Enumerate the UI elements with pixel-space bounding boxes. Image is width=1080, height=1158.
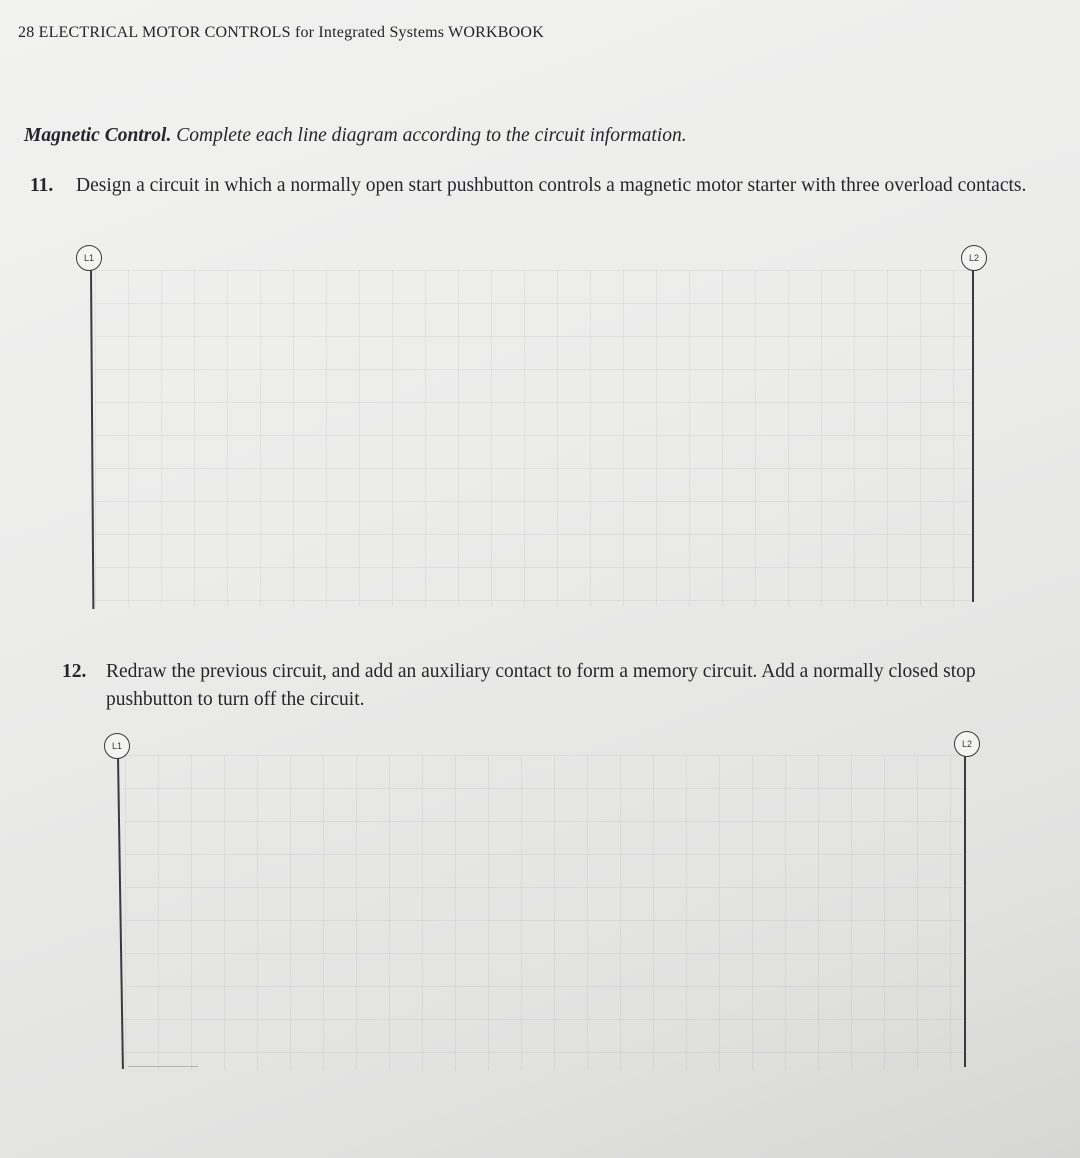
- l1-rail: [117, 756, 124, 1069]
- l1-terminal: L1: [104, 733, 130, 759]
- section-heading: [24, 125, 687, 147]
- diagram-grid-12: [125, 755, 963, 1070]
- l2-rail: [964, 755, 966, 1067]
- question-number: 11.: [30, 175, 54, 196]
- page-number: 28: [18, 24, 35, 41]
- section-instruction: Complete each line diagram according to the circuit information.: [176, 125, 687, 146]
- question-text: Design a circuit in which a normally open start pushbutton controls a magnetic motor starter with three overload contacts.: [76, 175, 1027, 196]
- l1-rail: [90, 268, 94, 609]
- question-number: 12.: [62, 661, 87, 682]
- l2-terminal: L2: [961, 245, 987, 271]
- question-text: Redraw the previous circuit, and add an auxiliary contact to form a memory circuit. Add a normally closed stop pushbutton to turn off the circuit.: [106, 661, 976, 710]
- workbook-title-caps: ELECTRICAL MOTOR CONTROLS: [38, 24, 291, 41]
- diagram-grid-11: [95, 270, 973, 606]
- l2-rail: [972, 268, 974, 602]
- section-lead: Magnetic Control.: [24, 125, 172, 146]
- page-header: [18, 24, 544, 42]
- bottom-line: [128, 1066, 198, 1067]
- l1-terminal: L1: [76, 245, 102, 271]
- question-12: [62, 658, 1037, 714]
- question-11: [30, 172, 1040, 200]
- workbook-title-rest: for Integrated Systems: [294, 24, 445, 41]
- l2-terminal: L2: [954, 731, 980, 757]
- workbook-title-end: WORKBOOK: [448, 24, 544, 41]
